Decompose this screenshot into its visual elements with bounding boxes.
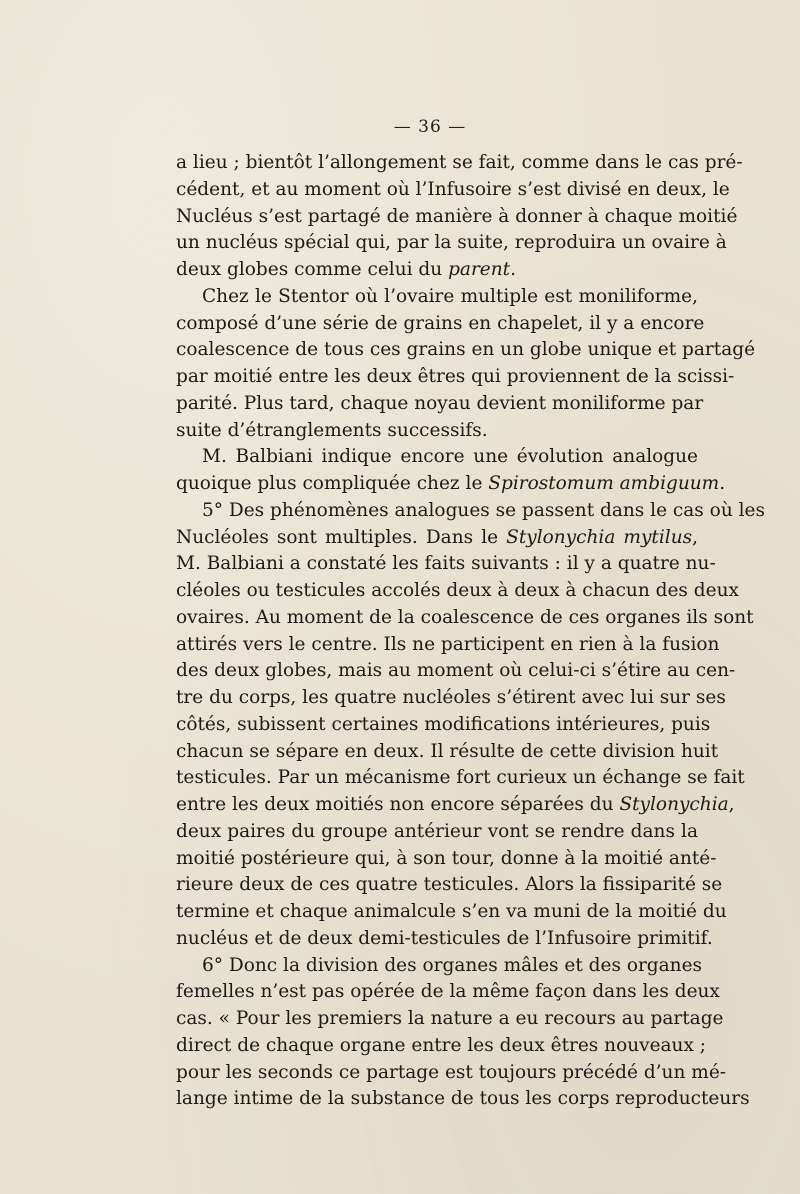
text-line: côtés, subissent certaines modifications intérieures, puis — [176, 713, 711, 735]
text-line: suite d’étranglements successifs. — [176, 419, 488, 441]
text-line: testicules. Par un mécanisme fort curieux un échange se fait — [176, 767, 745, 789]
italic-term: Stylonychia mytilus — [506, 526, 693, 548]
text-line: cédent, et au moment où l’Infusoire s’est divisé en deux, le — [176, 178, 730, 200]
text-line: a lieu ; bientôt l’allongement se fait, comme dans le cas pré- — [176, 152, 743, 173]
text-line: composé d’une série de grains en chapelet, il y a encore — [176, 312, 705, 334]
text-line: termine et chaque animalcule s’en va muni de la moitié du — [176, 901, 727, 922]
page-number: — 36 — — [393, 117, 467, 137]
text-line: cas. « Pour les premiers la nature a eu recours au partage — [176, 1008, 724, 1029]
text-line: moitié postérieure qui, à son tour, donne à la moitié anté- — [176, 847, 717, 869]
text-line: direct de chaque organe entre les deux êtres nouveaux ; — [176, 1034, 707, 1056]
text-line: deux paires du groupe antérieur vont se rendre dans la — [176, 820, 698, 842]
text-line: Nucléus s’est partagé de manière à donner à chaque moitié — [176, 205, 738, 227]
text-line: pour les seconds ce partage est toujours précédé d’un mé- — [176, 1061, 727, 1083]
text-line: parité. Plus tard, chaque noyau devient moniliforme par — [176, 392, 704, 414]
body-text — [176, 150, 765, 1113]
text-line: Nucléoles sont multiples. Dans le Stylonychia mytilus, — [176, 526, 698, 548]
paragraph-start: Chez le Stentor où l’ovaire multiple est moniliforme, — [202, 285, 698, 307]
text-line: lange intime de la substance de tous les corps reproducteurs — [176, 1088, 750, 1110]
text-line: des deux globes, mais au moment où celui-ci s’étire au cen- — [176, 660, 736, 682]
text-line: tre du corps, les quatre nucléoles s’étirent avec lui sur ses — [176, 687, 726, 708]
text-line: nucléus et de deux demi-testicules de l’Infusoire primitif. — [176, 927, 713, 949]
text-line: deux globes comme celui du parent. — [176, 259, 516, 280]
text-line: quoique plus compliquée chez le Spirostomum ambiguum. — [176, 473, 726, 494]
text-line: femelles n’est pas opérée de la même façon dans les deux — [176, 981, 720, 1003]
italic-term: Spirostomum ambiguum — [488, 473, 720, 494]
text-line: chacun se sépare en deux. Il résulte de cette division huit — [176, 740, 719, 762]
text-line: par moitié entre les deux êtres qui proviennent de la scissi- — [176, 366, 735, 387]
text-line: rieure deux de ces quatre testicules. Alors la fissiparité se — [176, 874, 723, 896]
paragraph-start: 5° Des phénomènes analogues se passent dans le cas où les — [202, 499, 765, 521]
paragraph-start: 6° Donc la division des organes mâles et des organes — [202, 954, 703, 976]
text-line: cléoles ou testicules accolés deux à deux à chacun des deux — [176, 580, 739, 601]
text-line: entre les deux moitiés non encore séparées du Stylonychia, — [176, 794, 735, 815]
italic-term: Stylonychia — [619, 794, 729, 815]
text-line: un nucléus spécial qui, par la suite, reproduira un ovaire à — [176, 232, 727, 254]
paragraph-start: M. Balbiani indique encore une évolution analogue — [202, 446, 698, 468]
italic-term: parent — [448, 259, 511, 280]
text-line: M. Balbiani a constaté les faits suivants : il y a quatre nu- — [176, 553, 716, 575]
text-line: attirés vers le centre. Ils ne participent en rien à la fusion — [176, 633, 720, 655]
text-line: ovaires. Au moment de la coalescence de ces organes ils sont — [176, 606, 754, 628]
text-line: coalescence de tous ces grains en un globe unique et partagé — [176, 339, 756, 361]
